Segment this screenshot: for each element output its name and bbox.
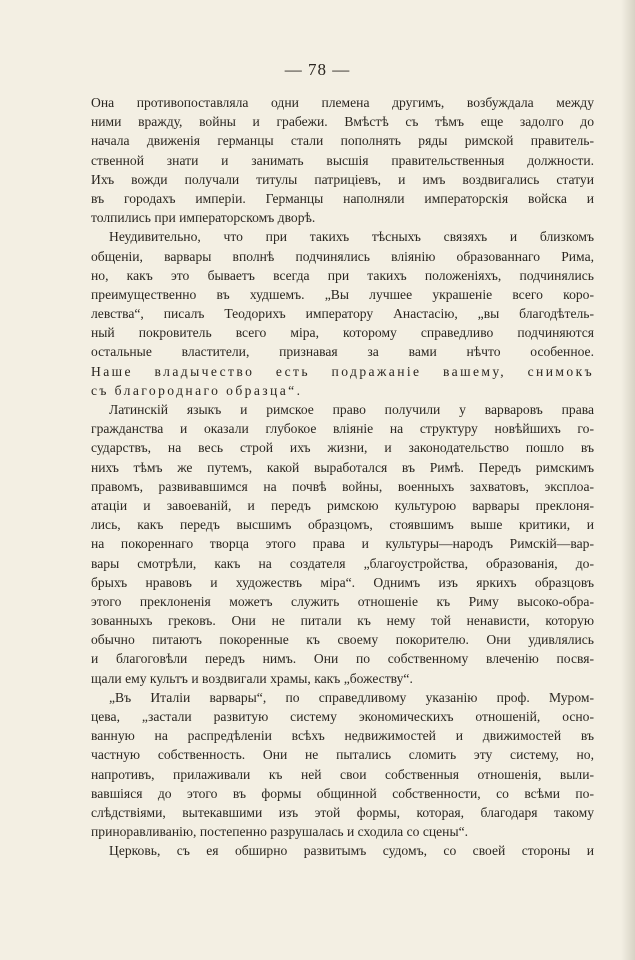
page-edge-shadow <box>621 0 635 960</box>
text-line: атаціи и завоеваній, и передъ римскою культурою варвары преклоня- <box>91 497 594 513</box>
text-line: на покореннаго творца этого права и культуры—народъ Римскій—вар- <box>91 536 594 552</box>
text-line: въ городахъ имперіи. Германцы наполняли императорскія войска и <box>91 190 594 206</box>
text-line: нихъ тѣмъ же путемъ, какой выработался въ Римѣ. Передъ римскимъ <box>91 459 594 475</box>
text-line: и благоговѣли передъ нимъ. Они по собственному влеченію посвя- <box>91 651 594 667</box>
text-line: Неудивительно, что при такихъ тѣсныхъ связяхъ и близкомъ <box>109 229 594 245</box>
text-line: Ихъ вожди получали титулы патриціевъ, и имъ воздвигались статуи <box>91 171 594 187</box>
text-line: брыхъ нравовъ и художествъ міра“. Однимъ изъ яркихъ образцовъ <box>91 574 594 590</box>
text-line: щали ему культъ и воздвигали храмы, какъ „божеству“. <box>91 670 413 686</box>
text-line: напротивъ, прилаживали къ ней свои собственныя отношенія, выли- <box>91 766 594 782</box>
text-line: цева, „застали развитую систему экономическихъ отношеній, осно- <box>91 709 594 724</box>
text-line: Наше владычество есть подражаніе вашему, снимокъ <box>91 363 594 379</box>
text-line: этого преклоненія можетъ служить отношеніе къ Риму высоко-обра- <box>91 593 594 609</box>
text-line: преимущественно въ худшемъ. „Вы лучшее украшеніе всего коро- <box>91 286 594 302</box>
text-line: Она противопоставляла одни племена другимъ, возбуждала между <box>91 95 594 110</box>
text-line: лись, какъ передъ высшимъ образцомъ, стоявшимъ выше критики, и <box>91 517 594 533</box>
text-line: ванную на распредѣленіи всѣхъ недвижимостей и движимостей въ <box>91 728 594 744</box>
text-line: правомъ, развивавшимся на почвѣ войны, военныхъ захватовъ, эксплоа- <box>91 478 594 494</box>
page-number: — 78 — <box>284 60 351 79</box>
text-line: сударствъ, на весь строй ихъ жизни, и законодательство пошло въ <box>91 440 594 456</box>
text-line: частную собственность. Они не пытались сломить эту систему, но, <box>91 747 594 763</box>
text-line: общеніи, варвары вполнѣ подчинялись вліянію образованнаго Рима, <box>91 248 594 264</box>
text-line: обычно питаютъ покоренные къ своему покорителю. Они удивлялись <box>91 632 594 648</box>
text-line: Латинскій языкъ и римское право получили у варваровъ права <box>109 402 594 417</box>
text-line: ственной знати и занимать высшія правительственныя должности. <box>91 152 594 168</box>
text-line: Церковь, съ ея обширно развитымъ судомъ, со своей стороны и <box>109 843 594 859</box>
text-line: зованныхъ грековъ. Они не питали къ нему той ненависти, которую <box>91 613 594 629</box>
text-line: толпились при императорскомъ дворѣ. <box>91 210 316 226</box>
text-line: остальные властители, признавая за вами нѣчто особенное. <box>91 344 594 360</box>
text-line: вавшіяся до этого въ формы общинной собственности, со всѣми по- <box>91 785 594 801</box>
text-line: но, какъ это бываетъ всегда при такихъ положеніяхъ, подчинялись <box>91 267 594 283</box>
text-line: гражданства и оказали глубокое вліяніе на структуру новѣйшихъ го- <box>91 421 594 437</box>
text-line: начала движенія германцы стали пополнять ряды римской правитель- <box>91 133 594 149</box>
text-line: приноравливанію, постепенно разрушалась и сходила со сцены“. <box>91 824 469 840</box>
body-text <box>91 93 594 861</box>
text-line: ный покровитель всего міра, которому справедливо подчиняются <box>91 325 594 341</box>
text-line: левства“, писалъ Теодорихъ императору Анастасію, „вы благодѣтель- <box>91 306 594 322</box>
text-line: слѣдствіями, вытекавшими изъ этой формы, которая, благодаря такому <box>91 804 594 820</box>
text-line: съ благороднаго образца“. <box>91 382 303 398</box>
text-line: ними вражду, войны и грабежи. Вмѣстѣ съ тѣмъ еще задолго до <box>91 114 594 130</box>
text-line: „Въ Италіи варвары“, по справедливому указанію проф. Муром- <box>109 689 594 705</box>
text-line: вары смотрѣли, какъ на создателя „благоустройства, образованія, до- <box>91 555 594 571</box>
